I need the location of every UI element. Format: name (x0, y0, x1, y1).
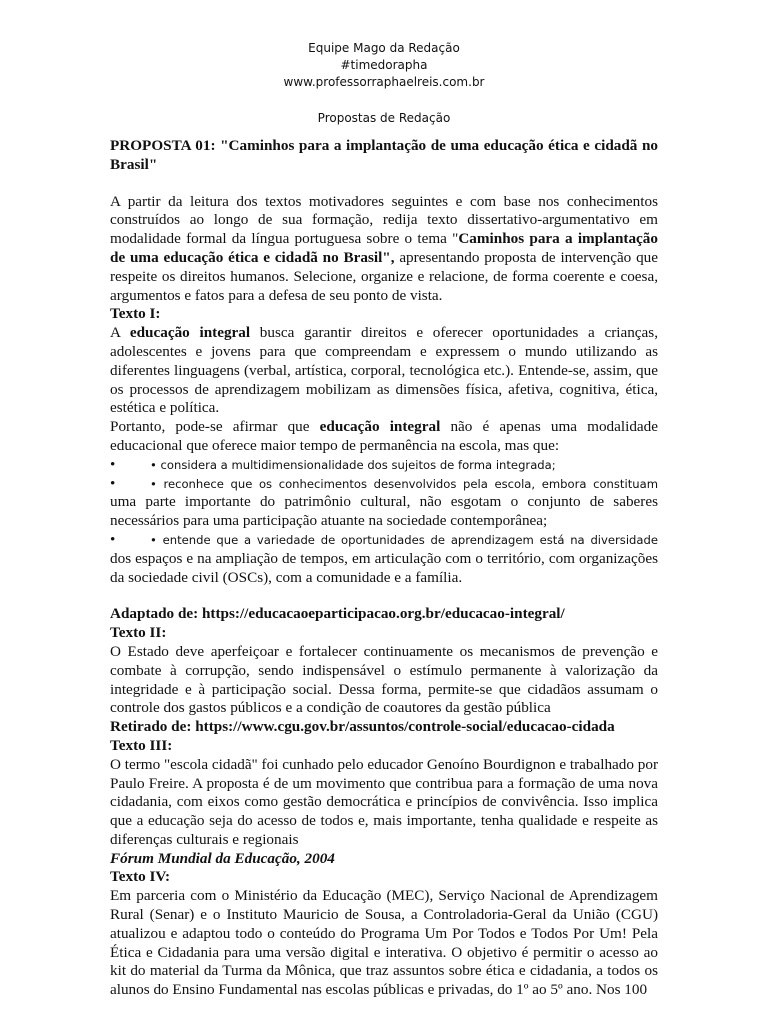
intro-text-2: apresentando proposta de intervenção que respeite os direitos humanos. Selecione, organize e relacione, de forma coerente e coesa, argumentos e fatos para a defesa de seu ponto de vista. (110, 248, 658, 304)
intro-text-1: A partir da leitura dos textos motivadores seguintes e com base nos conhecimentos construídos ao longo de sua formação, redija texto dissertativo-argumentativo em modalidade formal da língua portuguesa sobre o tema " (110, 192, 658, 248)
texto-1-heading: Texto I: (110, 305, 161, 323)
texto-1-paragraph-2 (110, 418, 658, 456)
proposta-label: PROPOSTA 01: (110, 137, 216, 154)
bullet-2-text-sans: • reconhece que os conhecimentos desenvolvidos pela escola, embora constituam (150, 476, 658, 491)
texto-4-heading: Texto IV: (110, 868, 171, 886)
texto-1-p2-post: não é apenas uma modalidade educacional que oferece maior tempo de permanência na escola, mas que: (110, 418, 659, 454)
bullet-2-text-serif: uma parte importante do patrimônio cultural, não esgotam o conjunto de saberes necessários para uma participação atuante na sociedade contemporânea; (110, 493, 658, 530)
texto-1-paragraph-1 (110, 324, 658, 418)
texto-3-body: O termo "escola cidadã" foi cunhado pelo educador Genoíno Bourdignon e trabalhado por Paulo Freire. A proposta é de um movimento que contribua para a formação de uma nova cidadania, com eixos como gestão democrática e princípios de convivência. Isso implica que a educação seja do acesso de todos e, mais importante, tenha qualidade e respeite as diferenças culturais e regionais (110, 755, 659, 848)
list-item (110, 475, 658, 531)
bullet-1-text: • considera a multidimensionalidade dos sujeitos de forma integrada; (150, 457, 556, 472)
texto-3-source: Fórum Mundial da Educação, 2004 (110, 849, 335, 867)
texto-4-body: Em parceria com o Ministério da Educação (MEC), Serviço Nacional de Aprendizagem Rural (Senar) e o Instituto Mauricio de Sousa, a Controladoria-Geral da União (CGU) atualizou e adaptou todo o conteúdo do Programa Um Por Todos e Todos Por Um! Pela Ética e Cidadania para uma versão digital e interativa. O objetivo é permitir o acesso ao kit do material da Turma da Mônica, que traz assuntos sobre ética e cidadania, a todos os alunos do Ensino Fundamental nas escolas públicas e privadas, do 1º ao 5º ano. Nos 100 (110, 887, 658, 999)
intro-theme: Caminhos para a implantação de uma educação ética e cidadã no Brasil", (110, 230, 658, 266)
proposta-theme: "Caminhos para a implantação de uma educação ética e cidadã no Brasil" (110, 137, 658, 173)
document-body (110, 137, 658, 1000)
list-item (110, 531, 658, 587)
proposta-title (110, 137, 658, 175)
texto-1-p2-bold: educação integral (319, 418, 441, 436)
texto-3-heading: Texto III: (110, 736, 173, 754)
texto-2-heading: Texto II: (110, 624, 167, 642)
bullet-icon: • (110, 474, 116, 492)
bullet-3-text-serif: dos espaços e na ampliação de tempos, em articulação com o território, com organizações da sociedade civil (OSCs), com a comunidade e a família. (110, 549, 658, 586)
texto-1-p1-pre: A (110, 324, 130, 342)
document-header (0, 40, 768, 127)
texto-1-p1-bold: educação integral (129, 324, 251, 342)
texto-1-p2-pre: Portanto, pode-se afirmar que (110, 418, 320, 436)
texto-2-source: Retirado de: https://www.cgu.gov.br/assuntos/controle-social/educacao-cidada (110, 718, 615, 736)
texto-1-p1-post: busca garantir direitos e oferecer oportunidades a crianças, adolescentes e jovens para que compreendam e expressem o mundo utilizando as diferentes linguagens (verbal, artística, corporal, tecnológica etc.). Entende-se, assim, que os processos de aprendizagem mobilizam as dimensões física, afetiva, cognitiva, ética, estética e política. (110, 324, 658, 417)
texto-2-body: O Estado deve aperfeiçoar e fortalecer continuamente os mecanismos de prevenção e combate à corrupção, sendo indispensável o estímulo permanente à valorização da integridade e à participação social. Dessa forma, permite-se que cidadãos assumam o controle dos gastos públicos e a condição de coautores da gestão pública (110, 642, 658, 717)
list-item (110, 456, 658, 475)
website: www.professorraphaelreis.com.br (283, 75, 485, 89)
hashtag: #timedorapha (340, 58, 428, 72)
intro-paragraph (110, 193, 658, 306)
texto-1-source: Adaptado de: https://educacaoeparticipacao.org.br/educacao-integral/ (110, 605, 565, 623)
bullet-icon: • (110, 455, 116, 473)
document-subtitle: Propostas de Redação (317, 111, 451, 125)
bullet-icon: • (110, 530, 116, 548)
bullet-3-text-sans: • entende que a variedade de oportunidades de aprendizagem está na diversidade (150, 532, 658, 547)
team-name: Equipe Mago da Redação (308, 41, 460, 55)
